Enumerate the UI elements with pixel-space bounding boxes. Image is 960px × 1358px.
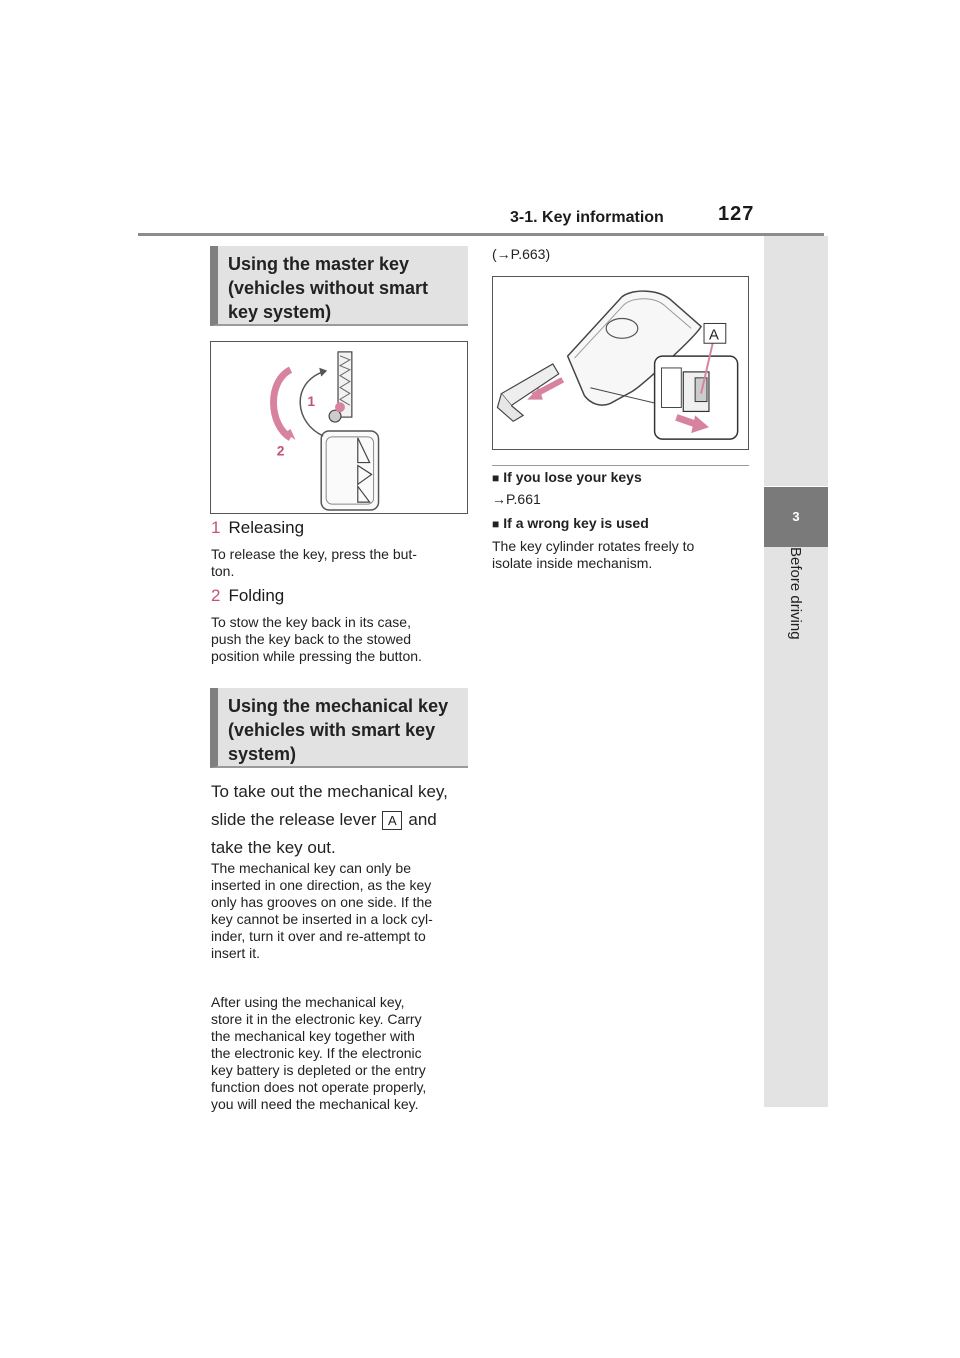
step-folding-text xyxy=(211,614,422,665)
label-A: A xyxy=(708,327,719,344)
mechanical-key-intro xyxy=(211,778,481,862)
label-2: 2 xyxy=(276,442,285,459)
text-span: and xyxy=(408,810,437,829)
chapter-title: Before driving xyxy=(787,547,804,640)
wrong-key-text xyxy=(492,538,694,572)
step-releasing-text xyxy=(211,546,417,580)
text-span: slide the release lever xyxy=(211,810,377,829)
paragraph-direction xyxy=(211,860,433,962)
text-line: only has grooves on one side. If the xyxy=(211,894,433,910)
label-1: 1 xyxy=(307,393,316,410)
text-line: function does not operate properly, xyxy=(211,1079,427,1095)
heading-master-key xyxy=(210,246,468,326)
release-lever-label: A xyxy=(382,811,402,830)
chapter-number-tab[interactable]: 3 xyxy=(764,487,828,547)
chapter-title-tab xyxy=(756,547,836,667)
step-releasing xyxy=(211,518,304,538)
heading-line: system) xyxy=(228,744,297,764)
text-line xyxy=(211,806,481,834)
heading-line: Using the master key xyxy=(228,254,410,274)
heading-line: key system) xyxy=(228,302,332,322)
page-number: 127 xyxy=(718,203,755,225)
heading-mechanical-key xyxy=(210,688,468,768)
step-label: Folding xyxy=(228,586,285,605)
text-line: take the key out. xyxy=(211,838,336,857)
subsection-title: If a wrong key is used xyxy=(503,515,649,531)
text-line: you will need the mechanical key. xyxy=(211,1096,419,1112)
lose-keys-reference[interactable]: →P.661 xyxy=(492,491,541,507)
page-reference[interactable]: (→P.663) xyxy=(492,246,551,262)
side-tab-upper xyxy=(764,236,828,486)
text-line: store it in the electronic key. Carry xyxy=(211,1011,422,1027)
text-line: The mechanical key can only be xyxy=(211,860,411,876)
step-number: 2 xyxy=(211,586,221,605)
text-line: the electronic key. If the electronic xyxy=(211,1045,422,1061)
heading-line: Using the mechanical key xyxy=(228,696,449,716)
header-rule xyxy=(138,233,824,236)
subsection-wrong-key xyxy=(492,515,649,531)
figure-mechanical-key xyxy=(492,276,749,450)
text-line: key battery is depleted or the entry xyxy=(211,1062,426,1078)
text-line: insert it. xyxy=(211,945,261,961)
subsection-rule xyxy=(492,465,749,466)
text-line: inserted in one direction, as the key xyxy=(211,877,432,893)
text-line: The key cylinder rotates freely to xyxy=(492,538,695,554)
square-marker: ■ xyxy=(492,471,500,485)
figure-master-key xyxy=(210,341,468,514)
heading-line: (vehicles with smart key xyxy=(228,720,436,740)
text-line: To stow the key back in its case, xyxy=(211,614,411,630)
paragraph-storage xyxy=(211,994,426,1113)
section-title: 3-1. Key information xyxy=(510,209,664,226)
subsection-title: If you lose your keys xyxy=(503,469,642,485)
text-line: the mechanical key together with xyxy=(211,1028,415,1044)
heading-line: (vehicles without smart xyxy=(228,278,429,298)
text-line: inder, turn it over and re-attempt to xyxy=(211,928,426,944)
step-number: 1 xyxy=(211,518,221,537)
step-folding xyxy=(211,586,284,606)
square-marker: ■ xyxy=(492,517,500,531)
step-label: Releasing xyxy=(228,518,305,537)
text-line: isolate inside mechanism. xyxy=(492,555,653,571)
text-line: To take out the mechanical key, xyxy=(211,782,448,801)
mechanical-key-illustration xyxy=(493,277,748,449)
text-line: key cannot be inserted in a lock cyl- xyxy=(211,911,433,927)
text-line: To release the key, press the but- xyxy=(211,546,417,562)
text-line: ton. xyxy=(211,563,235,579)
text-line: position while pressing the button. xyxy=(211,648,422,664)
text-line: After using the mechanical key, xyxy=(211,994,405,1010)
subsection-lose-keys xyxy=(492,469,642,485)
text-line: push the key back to the stowed xyxy=(211,631,412,647)
master-key-illustration xyxy=(211,342,467,513)
